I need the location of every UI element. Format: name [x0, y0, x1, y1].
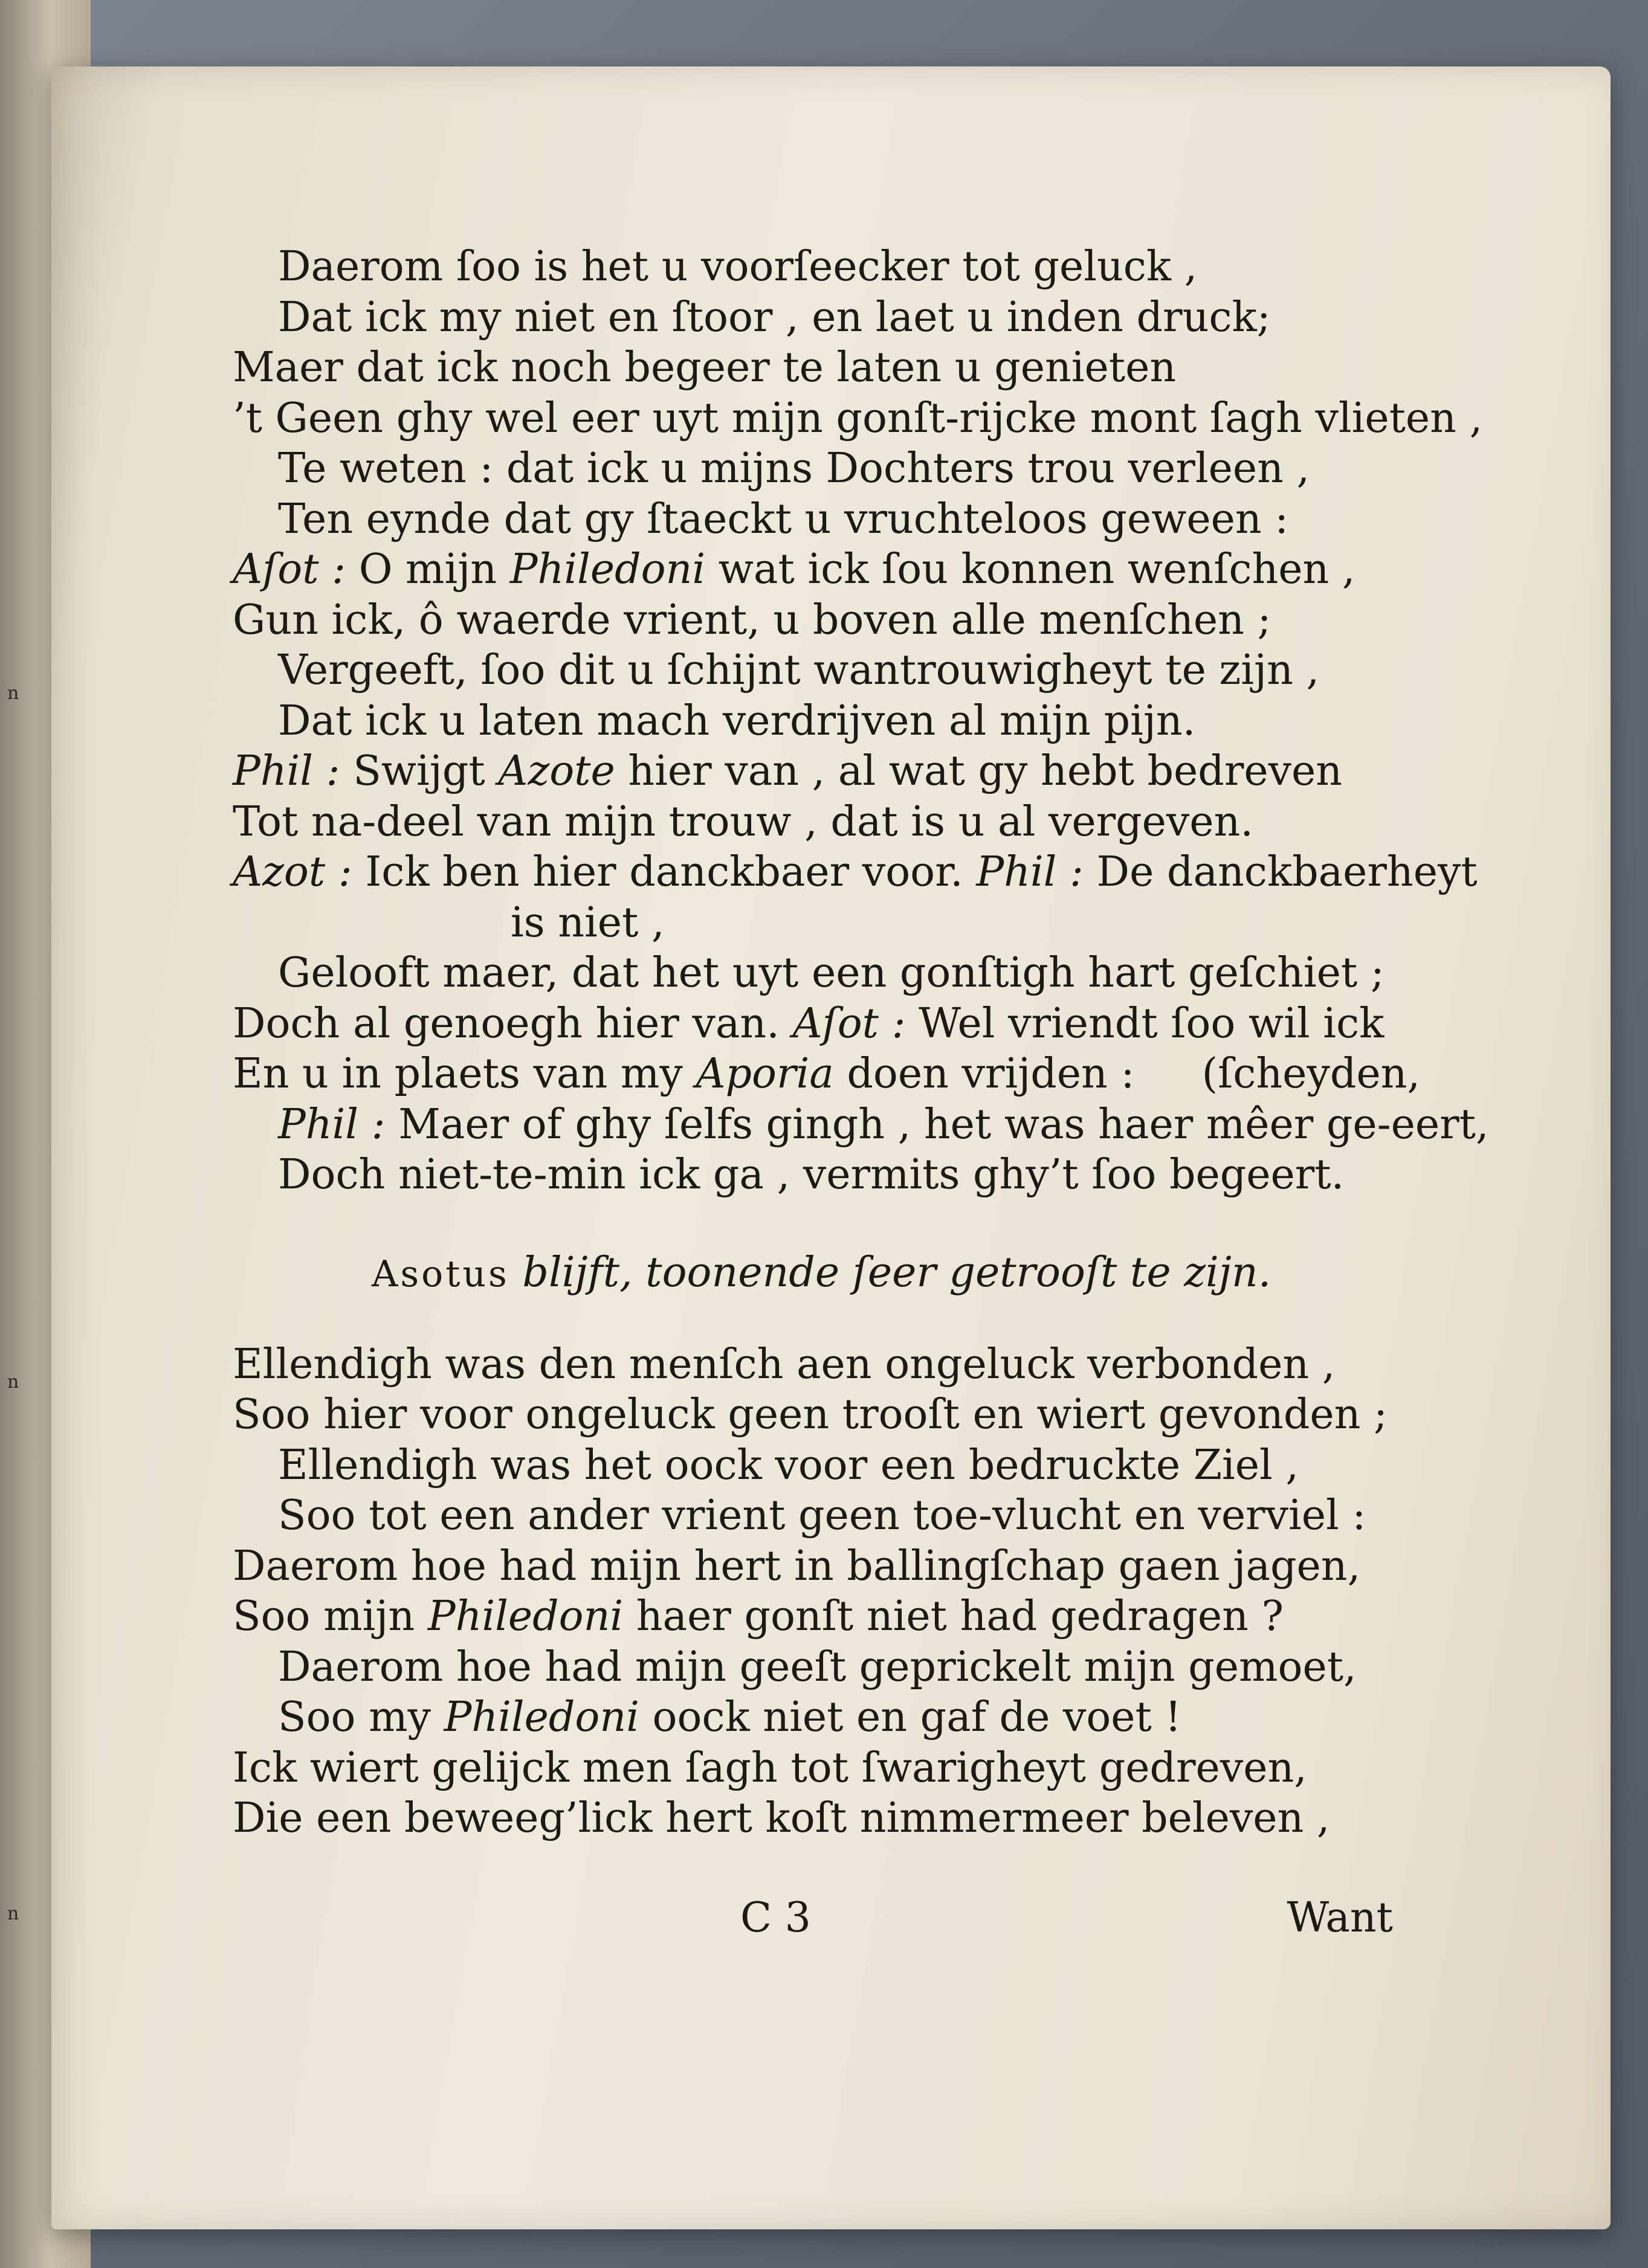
line-text: En u in plaets van my [233, 1050, 696, 1098]
left-page-fragment: n [7, 683, 19, 704]
verse-line [233, 242, 1472, 292]
speaker-label: Phil : [233, 747, 340, 795]
stage-direction [233, 1243, 1472, 1303]
verse-line [233, 1049, 1472, 1100]
line-text: Vergeeft, ſoo dit u ſchijnt wantrouwigheyt te zijn , [278, 646, 1320, 694]
italic-name: Aporia [696, 1050, 834, 1098]
line-text: Ellendigh was het oock voor een bedruckte Ziel , [278, 1441, 1299, 1489]
line-text: Daerom ſoo is het u voorſeecker tot geluck , [278, 243, 1198, 291]
verse-line [233, 1390, 1472, 1440]
verse-line [233, 645, 1472, 696]
verse-line [233, 797, 1472, 848]
line-text: Ten eynde dat gy ſtaeckt u vruchteloos geween : [278, 495, 1289, 543]
speaker-label: Aſot : [233, 546, 346, 593]
line-text: Daerom hoe had mijn geeſt geprickelt mijn gemoet, [278, 1643, 1357, 1691]
verse-line [233, 544, 1472, 595]
verse-line [233, 595, 1472, 646]
stage-text: blijft, toonende ſeer getrooſt te zijn. [509, 1248, 1272, 1297]
line-text: Swijgt [340, 747, 499, 795]
line-text: Tot na-deel van mijn trouw , dat is u al vergeven. [233, 797, 1253, 846]
verse-line [233, 1440, 1472, 1491]
line-text: is niet , [511, 898, 665, 947]
italic-name: Philedoni [509, 546, 706, 593]
turnover-word: (ſcheyden, [1201, 1050, 1420, 1098]
spacer [233, 1200, 1472, 1243]
verse-line [233, 999, 1472, 1049]
line-text: Doch al genoegh hier van. [233, 999, 793, 1048]
line-text: Soo tot een ander vrient geen toe-vlucht en verviel : [278, 1492, 1366, 1539]
verse-line [233, 746, 1472, 797]
italic-name: Phil : [976, 848, 1084, 896]
line-text-rest: wat ick ſou konnen wenſchen , [705, 546, 1356, 593]
line-text-rest: haer gonſt niet had gedragen ? [623, 1593, 1284, 1640]
page-text [233, 242, 1489, 1844]
line-text: Soo hier voor ongeluck geen trooſt en wiert gevonden ; [233, 1391, 1388, 1438]
verse-line [233, 948, 1472, 999]
verse-line [233, 1692, 1472, 1743]
left-page-fragment: n [7, 1903, 19, 1924]
verse-line [233, 1339, 1472, 1390]
line-text: Dat ick my niet en ſtoor , en laet u inden druck; [278, 293, 1271, 341]
line-text-rest: doen vrijden : [833, 1050, 1135, 1098]
left-page-fragment: n [7, 1371, 19, 1393]
line-text: Soo my [278, 1693, 444, 1741]
verse-line [233, 1541, 1472, 1592]
italic-name: Azote [498, 747, 615, 795]
speaker-label: Phil : [278, 1100, 386, 1148]
signature-mark: C 3 [740, 1894, 811, 1942]
verse-line [233, 847, 1478, 898]
line-text: Soo mijn [233, 1593, 428, 1640]
line-text: Ick ben hier danckbaer voor. [352, 848, 977, 896]
line-text: Dat ick u laten mach verdrijven al mijn pijn. [278, 697, 1196, 745]
stage-speaker: Asotus [372, 1252, 509, 1295]
line-text: Gun ick, ô waerde vrient, u boven alle menſchen ; [233, 596, 1272, 644]
verse-line [233, 1793, 1472, 1844]
verse-line [233, 343, 1472, 393]
line-text-rest: Wel vriendt ſoo wil ick [905, 999, 1385, 1048]
line-text: Daerom hoe had mijn hert in ballingſchap gaen jagen, [233, 1542, 1361, 1590]
verse-line [233, 494, 1472, 545]
verse-line [233, 1490, 1472, 1541]
spacer [233, 1303, 1472, 1339]
verse-line [233, 1642, 1472, 1693]
verse-line [233, 696, 1472, 747]
line-text: Ick wiert gelijck men ſagh tot ſwarigheyt gedreven, [233, 1744, 1307, 1792]
line-text: Doch niet-te-min ick ga , vermits ghy’t ſoo begeert. [278, 1151, 1345, 1199]
verse-line [233, 1150, 1472, 1200]
verse-line [233, 393, 1483, 444]
verse-line [233, 1743, 1472, 1794]
italic-name: Philedoni [427, 1593, 624, 1640]
verse-line [233, 1100, 1489, 1150]
line-text: O mijn [346, 546, 510, 593]
verse-block-2 [233, 1339, 1472, 1844]
italic-name: Aſot : [792, 999, 906, 1048]
verse-line [233, 1591, 1472, 1642]
line-text: Die een beweeg’lick hert koſt nimmermeer beleven , [233, 1794, 1330, 1842]
line-text: Ellendigh was den menſch aen ongeluck verbonden , [233, 1340, 1336, 1388]
catchword: Want [1287, 1894, 1393, 1942]
line-text: ’t Geen ghy wel eer uyt mijn gonſt-rijcke mont ſagh vlieten , [233, 394, 1483, 442]
verse-block-1 [233, 242, 1489, 1200]
line-text: Maer of ghy ſelfs gingh , het was haer mêer ge-eert, [385, 1100, 1489, 1148]
verse-line [233, 898, 1472, 949]
verse-line [233, 443, 1472, 494]
line-text-rest: oock niet en gaf de voet ! [639, 1693, 1181, 1741]
line-text-rest: hier van , al wat gy hebt bedreven [615, 747, 1343, 795]
line-text: Gelooft maer, dat het uyt een gonſtigh hart geſchiet ; [278, 949, 1385, 997]
speaker-label: Azot : [233, 848, 352, 896]
line-text: Te weten : dat ick u mijns Dochters trou verleen , [278, 445, 1310, 492]
verse-line [233, 292, 1472, 343]
line-text: Maer dat ick noch begeer te laten u genieten [233, 344, 1177, 391]
line-text-rest: De danckbaerheyt [1083, 848, 1478, 896]
italic-name: Philedoni [444, 1693, 639, 1741]
page-footer [233, 1894, 1393, 1948]
